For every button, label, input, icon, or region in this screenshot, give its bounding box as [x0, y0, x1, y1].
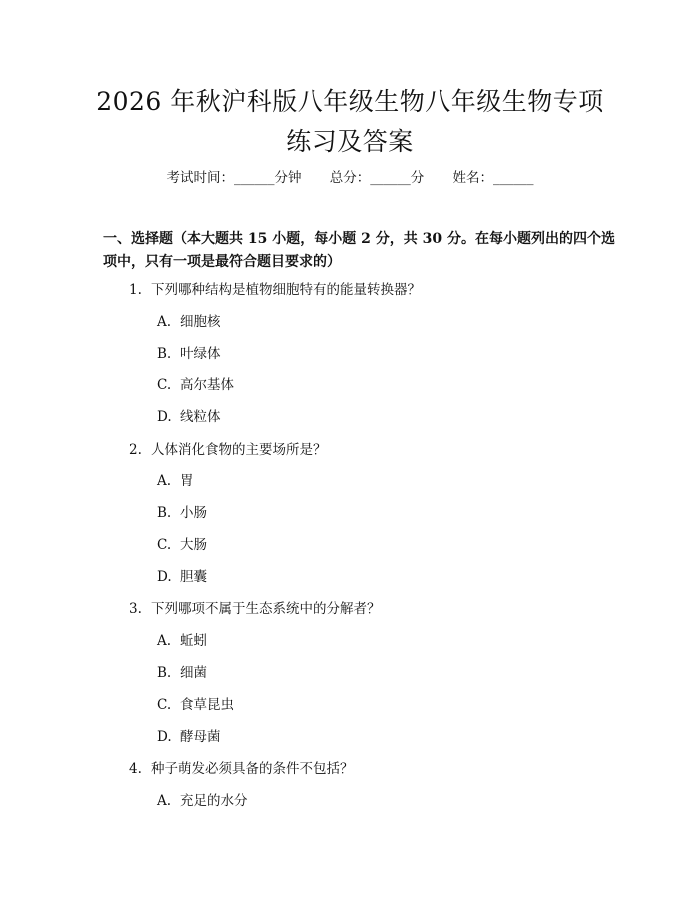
- question-text: 人体消化食物的主要场所是？: [151, 442, 327, 458]
- option-3a: [157, 631, 207, 651]
- total-score: 总分：______分: [329, 170, 425, 186]
- option-3d: [157, 727, 221, 747]
- option-letter: B.: [157, 665, 172, 681]
- option-3c: [157, 695, 234, 715]
- section-heading: [103, 228, 623, 274]
- question-text: 下列哪种结构是植物细胞特有的能量转换器？: [151, 282, 421, 298]
- question-text: 下列哪项不属于生态系统中的分解者？: [151, 601, 381, 617]
- option-text: 叶绿体: [180, 346, 221, 362]
- option-2d: [157, 567, 207, 587]
- question-2: [129, 440, 327, 460]
- option-text: 充足的水分: [180, 793, 248, 809]
- option-letter: A.: [157, 473, 172, 489]
- option-1a: [157, 312, 221, 332]
- option-text: 胆囊: [180, 569, 207, 585]
- exam-info: [0, 168, 700, 188]
- option-text: 胃: [180, 473, 194, 489]
- option-text: 酵母菌: [180, 729, 221, 745]
- question-number: 3.: [129, 601, 142, 617]
- option-letter: D.: [157, 569, 172, 585]
- question-3: [129, 599, 381, 619]
- option-1b: [157, 344, 221, 364]
- question-1: [129, 280, 421, 300]
- option-letter: A.: [157, 793, 172, 809]
- option-text: 高尔基体: [180, 377, 234, 393]
- question-text: 种子萌发必须具备的条件不包括？: [151, 761, 354, 777]
- section-heading-line-1: 一、选择题（本大题共 15 小题，每小题 2 分，共 30 分。在每小题列出的四个选: [103, 231, 615, 247]
- title-line-2: 练习及答案: [286, 127, 414, 156]
- question-number: 1.: [129, 282, 142, 298]
- option-letter: D.: [157, 729, 172, 745]
- option-text: 食草昆虫: [180, 697, 234, 713]
- option-2c: [157, 535, 207, 555]
- option-text: 小肠: [180, 505, 207, 521]
- option-letter: C.: [157, 537, 172, 553]
- option-3b: [157, 663, 207, 683]
- student-name: 姓名：______: [452, 170, 534, 186]
- option-letter: D.: [157, 409, 172, 425]
- option-text: 大肠: [180, 537, 207, 553]
- question-4: [129, 759, 354, 779]
- section-heading-line-2: 项中，只有一项是最符合题目要求的）: [103, 254, 341, 270]
- option-letter: B.: [157, 505, 172, 521]
- option-2a: [157, 471, 194, 491]
- exam-time: 考试时间：______分钟: [166, 170, 302, 186]
- option-text: 细菌: [180, 665, 207, 681]
- option-letter: B.: [157, 346, 172, 362]
- option-1d: [157, 407, 221, 427]
- option-1c: [157, 375, 234, 395]
- option-2b: [157, 503, 207, 523]
- option-letter: A.: [157, 633, 172, 649]
- option-letter: A.: [157, 314, 172, 330]
- question-number: 4.: [129, 761, 142, 777]
- option-text: 细胞核: [180, 314, 221, 330]
- option-4a: [157, 791, 248, 811]
- page-title: [60, 82, 640, 162]
- option-letter: C.: [157, 377, 172, 393]
- question-number: 2.: [129, 442, 142, 458]
- title-line-1: 2026 年秋沪科版八年级生物八年级生物专项: [96, 87, 604, 116]
- option-text: 蚯蚓: [180, 633, 207, 649]
- option-text: 线粒体: [180, 409, 221, 425]
- option-letter: C.: [157, 697, 172, 713]
